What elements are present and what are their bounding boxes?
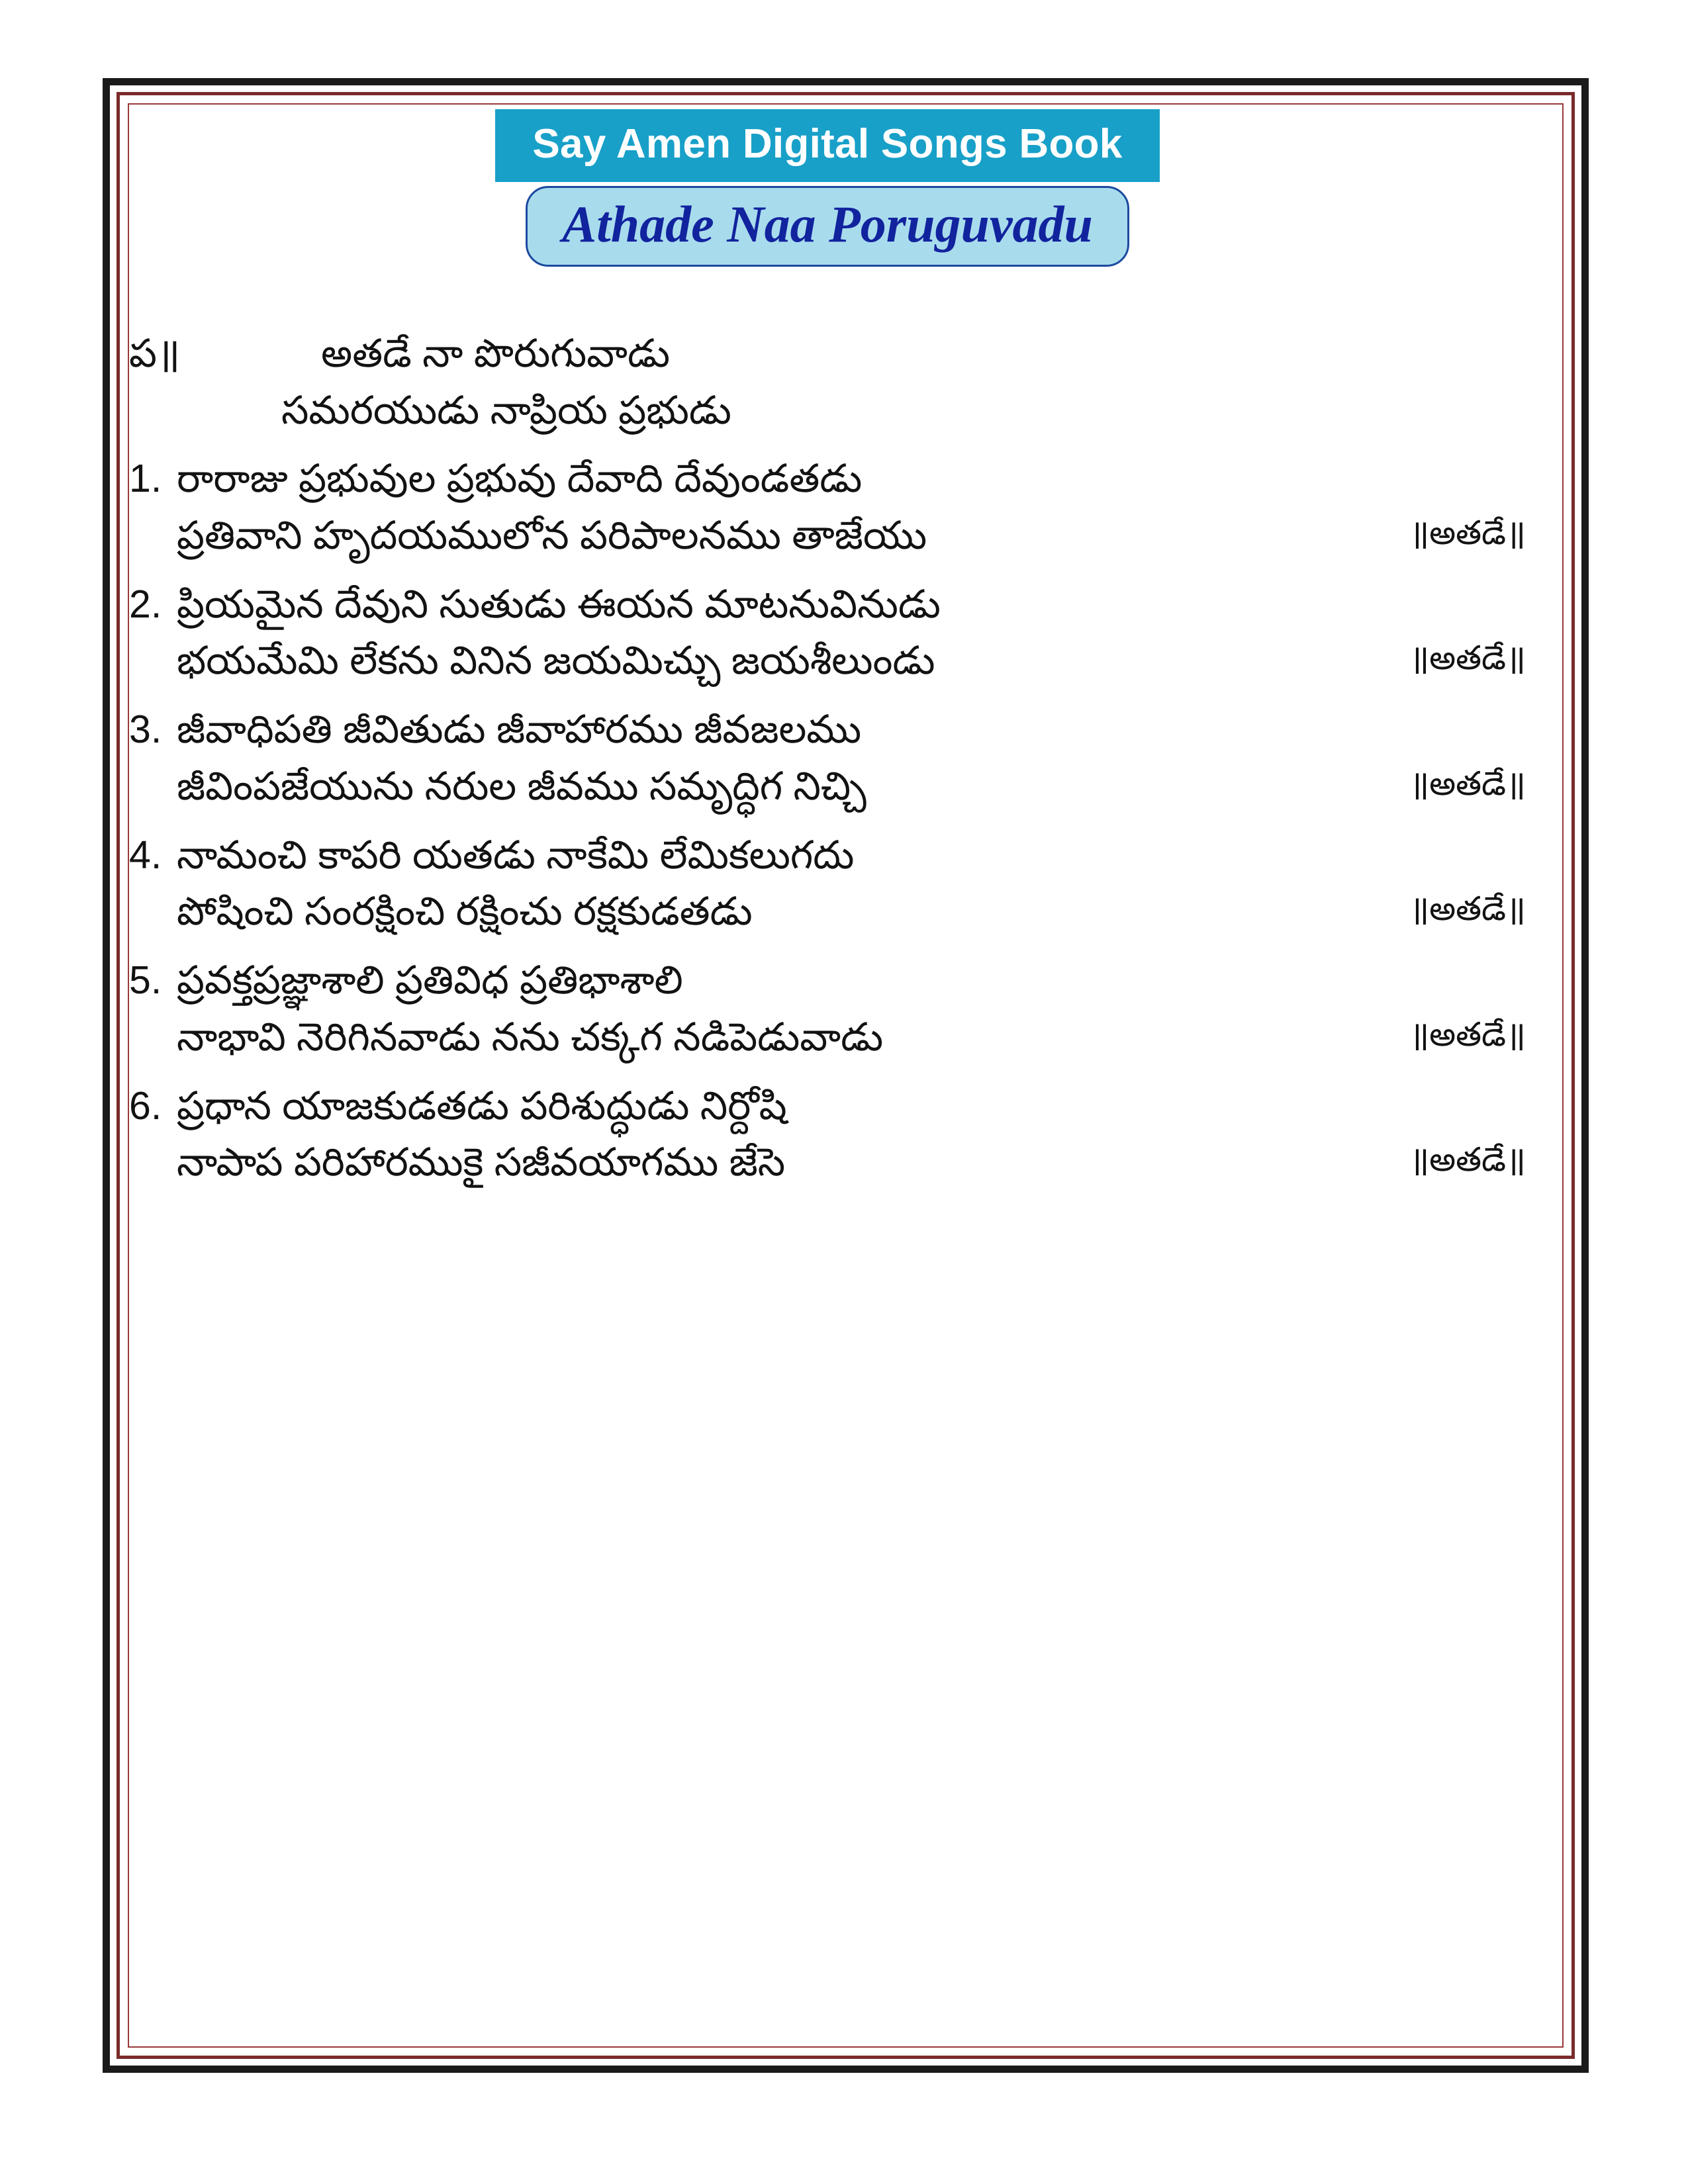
stanza-line-1: నామంచి కాపరి యతడు నాకేమి లేమికలుగదు: [177, 833, 855, 877]
stanza-line-2: జీవింపజేయును నరుల జీవము సమృద్ధిగ నిచ్చి: [177, 764, 867, 808]
lyric-line: [129, 835, 1526, 877]
page-content: [129, 109, 1526, 1210]
pallavi-marker: ప॥: [129, 331, 181, 375]
stanza-6: [129, 1085, 1526, 1184]
stanza-refrain: ॥అతడే॥: [1409, 764, 1526, 802]
stanza-refrain: ॥అతడే॥: [1409, 639, 1526, 677]
stanza-line-2: భయమేమి లేకను వినిన జయమిచ్చు జయశీలుండు: [177, 639, 935, 683]
lyric-line: [129, 640, 1526, 682]
stanza-number: 4.: [129, 833, 162, 877]
stanza-refrain: ॥అతడే॥: [1409, 1015, 1526, 1053]
banner-container: [129, 109, 1526, 182]
stanza-line-2: నాపాప పరిహారముకై సజీవయాగము జేసె: [177, 1140, 786, 1185]
stanza-4: [129, 835, 1526, 933]
stanza-refrain: ॥అతడే॥: [1409, 1141, 1526, 1179]
lyric-line: [129, 891, 1526, 933]
stanza-number: 2.: [129, 582, 162, 626]
stanza-refrain: ॥అతడే॥: [1409, 514, 1526, 552]
stanza-line-2: నాభావి నెరిగినవాడు నను చక్కగ నడిపెడువాడు: [177, 1015, 884, 1059]
lyric-line: [129, 458, 1526, 500]
stanza-line-1: జీవాధిపతి జీవితుడు జీవాహారము జీవజలము: [177, 707, 862, 752]
stanza-line-1: ప్రియమైన దేవుని సుతుడు ఈయన మాటనువినుడు: [177, 582, 941, 626]
lyric-line: [129, 709, 1526, 751]
stanza-number: 6.: [129, 1083, 162, 1128]
stanza-line-2: ప్రతివాని హృదయములోన పరిపాలనము తాజేయు: [177, 514, 927, 558]
lyric-line: [129, 1142, 1526, 1184]
stanza-2: [129, 584, 1526, 682]
stanza-line-2: పోషించి సంరక్షించి రక్షించు రక్షకుడతడు: [177, 889, 753, 934]
stanza-number: 1.: [129, 457, 162, 501]
lyric-line: [129, 1085, 1526, 1128]
lyric-line: [129, 333, 1526, 375]
stanza-1: [129, 458, 1526, 557]
lyric-line: [129, 960, 1526, 1002]
pallavi-block: [129, 333, 1526, 432]
stanza-number: 3.: [129, 707, 162, 752]
lyric-line: [129, 584, 1526, 626]
stanza-line-1: ప్రవక్తప్రజ్ఞాశాలి ప్రతివిధ ప్రతిభాశాలి: [177, 958, 683, 1003]
stanza-line-1: ప్రధాన యాజకుడతడు పరిశుద్ధుడు నిర్దోషి: [177, 1083, 787, 1128]
lyrics-body: [129, 333, 1526, 1184]
stanza-number: 5.: [129, 958, 162, 1003]
stanza-5: [129, 960, 1526, 1058]
pallavi-line-1: అతడే నా పొరుగువాడు: [321, 331, 671, 375]
stanza-line-1: రారాజు ప్రభువుల ప్రభువు దేవాది దేవుండతడు: [177, 457, 863, 501]
lyric-line: [129, 390, 1526, 432]
lyric-line: [129, 1017, 1526, 1059]
pallavi-line-2: సమరయుడు నాప్రియ ప్రభుడు: [281, 388, 731, 432]
book-title-banner: Say Amen Digital Songs Book: [495, 109, 1159, 182]
lyric-line: [129, 515, 1526, 557]
lyric-line: [129, 766, 1526, 808]
song-title-container: [129, 186, 1526, 267]
page-title: Athade Naa Poruguvadu: [526, 186, 1129, 267]
stanza-refrain: ॥అతడే॥: [1409, 890, 1526, 928]
stanza-3: [129, 709, 1526, 807]
